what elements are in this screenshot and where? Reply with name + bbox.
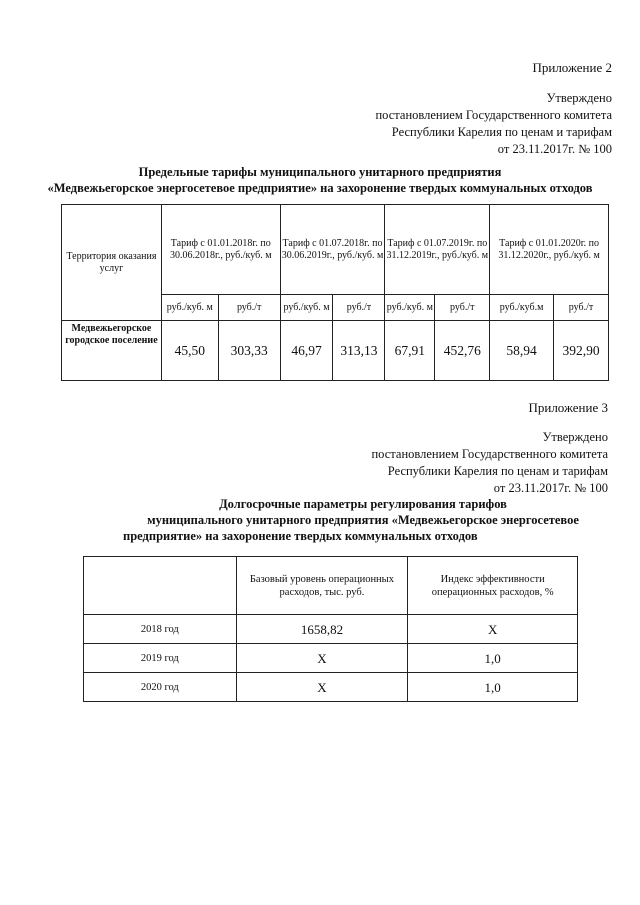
tariff-value: 58,94 [490, 321, 554, 381]
appendix-3-title [123, 496, 603, 544]
base-level-header: Базовый уровень операционных расходов, тыс. руб. [236, 557, 408, 615]
unit-header: руб./куб.м [490, 295, 554, 321]
unit-header: руб./т [435, 295, 490, 321]
table-row [84, 673, 578, 702]
table-row [84, 615, 578, 644]
title-line: Долгосрочные параметры регулирования тарифов [219, 497, 507, 511]
tariff-value: 303,33 [218, 321, 280, 381]
approval-line: Республики Карелия по ценам и тарифам [387, 464, 608, 478]
period-header: Тариф с 01.07.2018г. по 30.06.2019г., руб./куб. м [280, 205, 385, 295]
empty-header [84, 557, 237, 615]
approval-line: от 23.11.2017г. № 100 [493, 481, 608, 495]
unit-header: руб./т [218, 295, 280, 321]
unit-header: руб./т [554, 295, 609, 321]
approval-line: Республики Карелия по ценам и тарифам [391, 125, 612, 139]
unit-header: руб./т [333, 295, 385, 321]
period-header: Тариф с 01.01.2018г. по 30.06.2018г., руб./куб. м [161, 205, 280, 295]
base-level-value: Х [236, 673, 408, 702]
approval-line: постановлением Государственного комитета [371, 447, 608, 461]
base-level-value: 1658,82 [236, 615, 408, 644]
tariff-value: 313,13 [333, 321, 385, 381]
tariff-value: 392,90 [554, 321, 609, 381]
territory-cell: Медвежьегорское городское поселение [62, 321, 162, 381]
table-row [84, 644, 578, 673]
unit-header: руб./куб. м [280, 295, 333, 321]
year-cell: 2018 год [84, 615, 237, 644]
period-header: Тариф с 01.07.2019г. по 31.12.2019г., руб./куб. м [385, 205, 490, 295]
unit-header: руб./куб. м [385, 295, 435, 321]
period-header: Тариф с 01.01.2020г. по 31.12.2020г., руб./куб. м [490, 205, 609, 295]
tariff-value: 46,97 [280, 321, 333, 381]
title-line: муниципального унитарного предприятия «Медвежьегорское энергосетевое [147, 513, 579, 527]
approval-line: Утверждено [546, 91, 612, 105]
appendix-2-title [20, 164, 620, 196]
territory-header: Территория оказания услуг [62, 205, 162, 321]
tariff-table [61, 204, 609, 381]
efficiency-index-header: Индекс эффективности операционных расходов, % [408, 557, 578, 615]
tariff-value: 67,91 [385, 321, 435, 381]
title-line: предприятие» на захоронение твердых коммунальных отходов [123, 529, 478, 543]
table-row [62, 321, 609, 381]
base-level-value: Х [236, 644, 408, 673]
parameters-table [83, 556, 578, 702]
appendix-2-label: Приложение 2 [532, 60, 612, 75]
tariff-value: 45,50 [161, 321, 218, 381]
appendix-3-approval-block [371, 429, 608, 497]
efficiency-index-value: 1,0 [408, 644, 578, 673]
approval-line: постановлением Государственного комитета [375, 108, 612, 122]
approval-line: от 23.11.2017г. № 100 [497, 142, 612, 156]
appendix-3-label: Приложение 3 [528, 400, 608, 415]
unit-header: руб./куб. м [161, 295, 218, 321]
year-cell: 2020 год [84, 673, 237, 702]
appendix-2-approval-block [375, 90, 612, 158]
tariff-value: 452,76 [435, 321, 490, 381]
title-line: Предельные тарифы муниципального унитарного предприятия [138, 165, 502, 179]
efficiency-index-value: 1,0 [408, 673, 578, 702]
year-cell: 2019 год [84, 644, 237, 673]
approval-line: Утверждено [542, 430, 608, 444]
efficiency-index-value: Х [408, 615, 578, 644]
title-line: «Медвежьегорское энергосетевое предприятие» на захоронение твердых коммунальных отходов [47, 181, 593, 195]
